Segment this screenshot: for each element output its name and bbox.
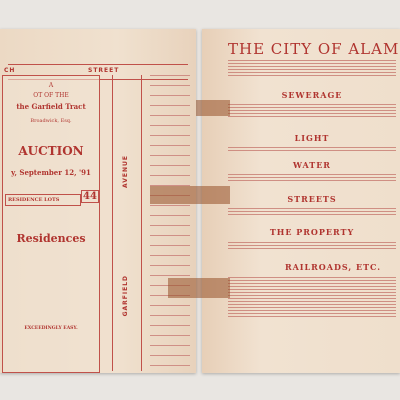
section-sewerage: SEWERAGE bbox=[281, 90, 343, 100]
lot-divider bbox=[150, 85, 190, 86]
lot-divider bbox=[150, 225, 190, 226]
lot-divider bbox=[150, 165, 190, 166]
streets-text bbox=[228, 206, 396, 226]
plat-line3: the Garfield Tract bbox=[16, 102, 86, 111]
easy-terms: EXCEEDINGLY EASY. bbox=[24, 326, 78, 331]
page-title: THE CITY OF ALAM bbox=[228, 40, 400, 58]
railroads-text bbox=[228, 275, 396, 365]
sewerage-text bbox=[228, 102, 396, 132]
auction-info-box bbox=[2, 75, 100, 373]
residences-heading: Residences bbox=[16, 232, 86, 245]
plat-line4: Broadwick, Esq. bbox=[30, 118, 72, 124]
lot-divider bbox=[150, 345, 190, 346]
garfield-label: GARFIELD bbox=[122, 275, 129, 317]
top-street-left-label: CH bbox=[4, 67, 16, 74]
section-railroads: RAILROADS, ETC. bbox=[284, 262, 382, 272]
lot-divider bbox=[150, 235, 190, 236]
lot-divider bbox=[150, 205, 190, 206]
lot-divider bbox=[150, 115, 190, 116]
lot-divider bbox=[150, 305, 190, 306]
plat-line1: A bbox=[48, 82, 54, 89]
tape-strip bbox=[168, 278, 230, 298]
lot-divider bbox=[150, 245, 190, 246]
property-text bbox=[228, 240, 396, 262]
lot-divider bbox=[150, 315, 190, 316]
lot-divider bbox=[150, 325, 190, 326]
residence-lots-label: RESIDENCE LOTS bbox=[5, 194, 81, 206]
lot-divider bbox=[150, 155, 190, 156]
lot-divider bbox=[150, 365, 190, 366]
top-street-label: STREET bbox=[88, 67, 120, 74]
lot-divider bbox=[150, 105, 190, 106]
lot-divider bbox=[150, 175, 190, 176]
lot-divider bbox=[150, 265, 190, 266]
intro-text bbox=[228, 58, 396, 92]
plat-line2: OT OF THE bbox=[33, 92, 69, 99]
avenue-label: AVENUE bbox=[122, 155, 129, 188]
section-water: WATER bbox=[293, 160, 331, 170]
lot-grid bbox=[150, 75, 190, 371]
water-text bbox=[228, 172, 396, 192]
auction-date: y, September 12, '91 bbox=[11, 168, 91, 177]
auction-heading: AUCTION bbox=[18, 144, 84, 158]
lot-divider bbox=[150, 275, 190, 276]
lot-divider bbox=[150, 95, 190, 96]
section-light: LIGHT bbox=[294, 133, 330, 143]
garfield-avenue bbox=[112, 75, 142, 371]
lot-count: 44 bbox=[81, 190, 99, 203]
light-text bbox=[228, 145, 396, 159]
lot-divider bbox=[150, 135, 190, 136]
lot-divider bbox=[150, 145, 190, 146]
lot-divider bbox=[150, 125, 190, 126]
section-property: THE PROPERTY bbox=[269, 227, 355, 237]
lot-divider bbox=[150, 215, 190, 216]
lot-divider bbox=[150, 355, 190, 356]
lot-divider bbox=[150, 255, 190, 256]
lot-divider bbox=[150, 335, 190, 336]
lot-divider bbox=[150, 75, 190, 76]
tape-strip bbox=[196, 100, 230, 116]
section-streets: STREETS bbox=[287, 194, 337, 204]
tape-strip bbox=[150, 186, 230, 204]
